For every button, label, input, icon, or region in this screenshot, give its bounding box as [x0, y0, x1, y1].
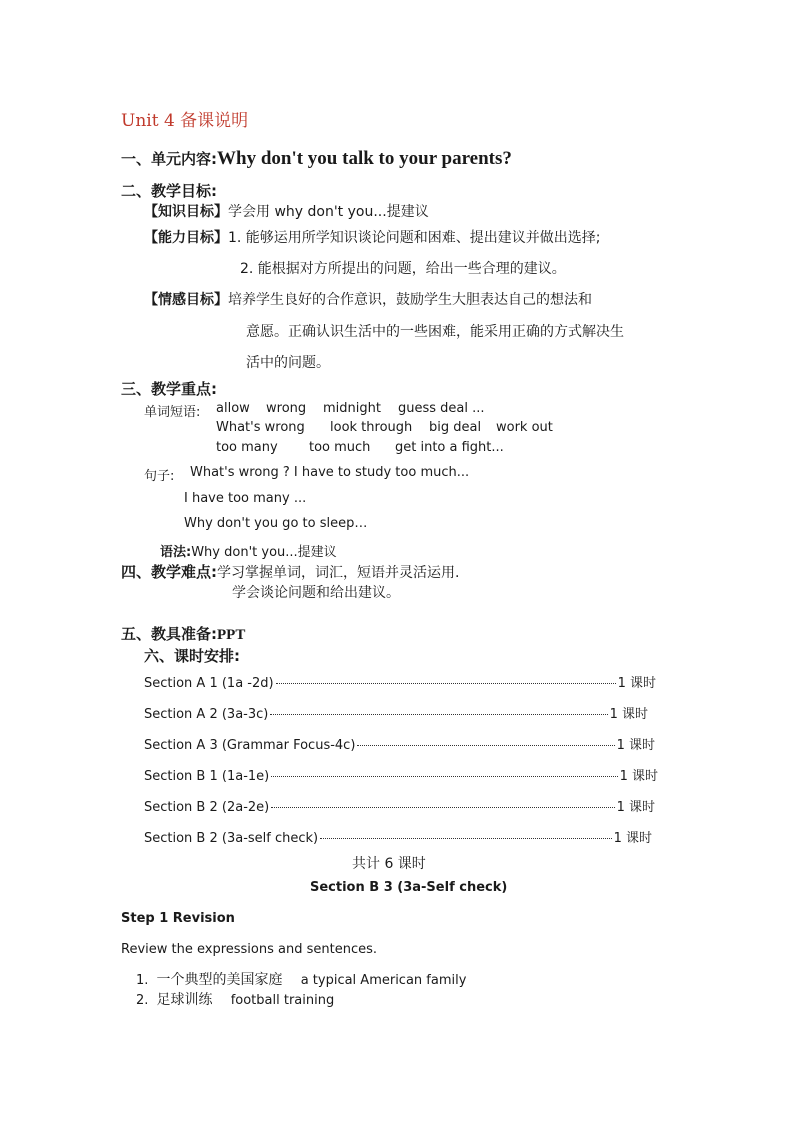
emotion-line2: 意愿。正确认识生活中的一些困难，能采用正确的方式解决生 — [246, 324, 624, 340]
sentence-3: Why don't you go to sleep… — [184, 516, 368, 531]
vocab-label: 单词短语: — [144, 405, 201, 420]
list-zh: 足球训练 — [156, 992, 213, 1008]
schedule-hours: 1 课时 — [609, 707, 648, 722]
schedule-hours: 1 课时 — [616, 800, 655, 815]
grammar-label: 语法: — [160, 545, 192, 560]
sentence-2: I have too many ... — [184, 491, 307, 506]
list-en: football training — [230, 993, 335, 1008]
vocab-row3-item: too much — [309, 440, 371, 455]
vocab-row2-item: look through — [330, 420, 413, 435]
list-number: 1. — [136, 973, 149, 988]
schedule-section: Section A 1 (1a -2d) — [144, 676, 274, 691]
schedule-section: Section B 1 (1a-1e) — [144, 769, 270, 784]
unit-content-label: 一、单元内容: — [121, 150, 217, 168]
schedule-section: Section B 2 (2a-2e) — [144, 800, 270, 815]
schedule-row — [144, 672, 656, 691]
difficulties-line — [121, 561, 459, 582]
page-title: Unit 4 备课说明 — [121, 111, 249, 131]
vocab-row1-item: guess deal ... — [398, 401, 485, 416]
grammar-text: Why don't you...提建议 — [191, 545, 337, 560]
materials-value: PPT — [217, 627, 246, 643]
list-en: a typical American family — [300, 973, 467, 988]
vocab-row1-item: allow — [216, 401, 250, 416]
list-item — [136, 989, 334, 1009]
schedule-hours: 1 课时 — [619, 769, 658, 784]
schedule-section: Section B 2 (3a-self check) — [144, 831, 319, 846]
schedule-section: Section A 2 (3a-3c) — [144, 707, 269, 722]
sentence-label: 句子: — [144, 469, 175, 484]
unit-content-value: Why don't you talk to your parents? — [217, 148, 512, 169]
schedule-leader — [357, 745, 614, 746]
list-number: 2. — [136, 993, 149, 1008]
emotion-tag: 【情感目标】 — [144, 292, 228, 308]
schedule-leader — [270, 714, 607, 715]
materials-label: 五、教具准备: — [121, 625, 217, 643]
vocab-row1-item: midnight — [323, 401, 381, 416]
schedule-row — [144, 827, 652, 846]
schedule-row — [144, 703, 648, 722]
difficulties-label: 四、教学难点: — [121, 563, 217, 581]
schedule-leader — [271, 776, 617, 777]
vocab-row2-item: big deal — [429, 420, 482, 435]
knowledge-tag: 【知识目标】 — [144, 204, 228, 220]
step1-instruction: Review the expressions and sentences. — [121, 942, 377, 957]
schedule-row — [144, 765, 658, 784]
step1-title: Step 1 Revision — [121, 911, 235, 926]
schedule-section: Section A 3 (Grammar Focus-4c) — [144, 738, 356, 753]
vocab-row2-item: work out — [496, 420, 553, 435]
schedule-hours: 1 课时 — [617, 676, 656, 691]
knowledge-objective — [144, 201, 429, 221]
vocab-row1-item: wrong — [266, 401, 307, 416]
list-zh: 一个典型的美国家庭 — [156, 972, 283, 988]
unit-content-line — [121, 148, 512, 170]
list-item — [136, 969, 466, 989]
ability-tag: 【能力目标】 — [144, 230, 228, 246]
difficulties-line1: 学习掌握单词，词汇，短语并灵活运用. — [217, 565, 460, 581]
grammar-line — [160, 541, 337, 560]
vocab-row2-item: What's wrong — [216, 420, 305, 435]
vocab-row3-item: get into a fight... — [395, 440, 504, 455]
difficulties-line2: 学会谈论问题和给出建议。 — [232, 585, 400, 601]
emotion-objective — [144, 289, 592, 309]
schedule-row — [144, 734, 655, 753]
schedule-leader — [320, 838, 611, 839]
sentence-1: What's wrong ? I have to study too much... — [190, 465, 470, 480]
emotion-line1: 培养学生良好的合作意识，鼓励学生大胆表达自己的想法和 — [228, 292, 592, 308]
schedule-leader — [276, 683, 616, 684]
schedule-label: 六、课时安排: — [144, 647, 240, 665]
materials-line — [121, 623, 245, 644]
schedule-row — [144, 796, 655, 815]
emotion-line3: 活中的问题。 — [246, 355, 330, 371]
schedule-leader — [271, 807, 614, 808]
vocab-row3-item: too many — [216, 440, 278, 455]
ability-line1: 1. 能够运用所学知识谈论问题和困难、提出建议并做出选择; — [228, 230, 601, 246]
ability-line2: 2. 能根据对方所提出的问题，给出一些合理的建议。 — [240, 261, 566, 277]
key-points-label: 三、教学重点: — [121, 380, 217, 398]
objectives-label: 二、教学目标: — [121, 182, 217, 200]
schedule-total: 共计 6 课时 — [352, 856, 426, 872]
ability-objective — [144, 227, 601, 247]
schedule-hours: 1 课时 — [616, 738, 655, 753]
lesson-heading: Section B 3 (3a-Self check) — [310, 880, 508, 895]
knowledge-text: 学会用 why don't you...提建议 — [228, 204, 429, 220]
schedule-hours: 1 课时 — [613, 831, 652, 846]
